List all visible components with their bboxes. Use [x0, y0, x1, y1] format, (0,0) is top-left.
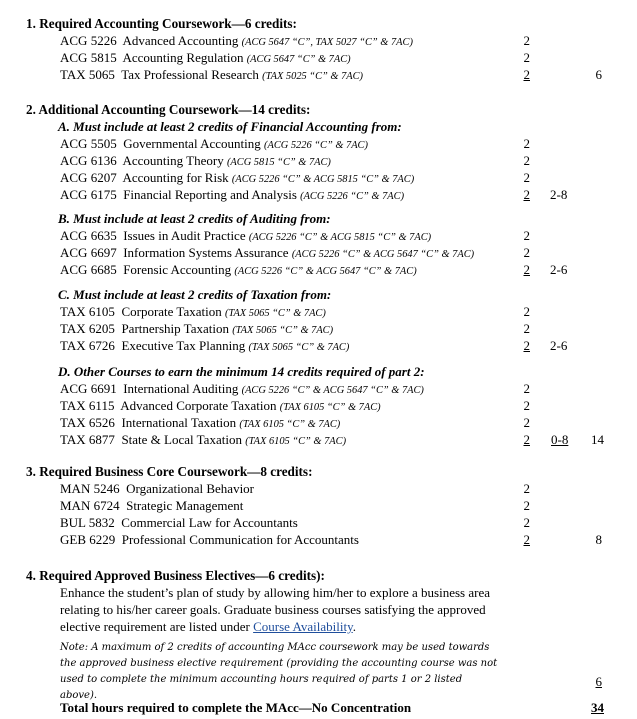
group-c-heading: C. Must include at least 2 credits of Taxation from: — [58, 287, 332, 302]
course-code: TAX 6526 — [60, 415, 115, 430]
electives-description — [60, 584, 500, 635]
credit-value: 2 — [523, 321, 530, 336]
course-title: Partnership Taxation — [121, 321, 229, 336]
credit-range: 2-8 — [550, 187, 568, 202]
course-row — [60, 321, 333, 339]
section-2-heading: 2. Additional Accounting Coursework—14 credits: — [26, 102, 311, 117]
course-title: Commercial Law for Accountants — [121, 515, 298, 530]
course-title: Professional Communication for Accountants — [121, 532, 359, 547]
section-4-heading: 4. Required Approved Business Electives—6 credits): — [26, 568, 325, 583]
prerequisite: (TAX 5025 “C” & 7AC) — [262, 71, 364, 82]
course-code: ACG 5815 — [60, 50, 117, 65]
course-row — [60, 481, 254, 497]
course-code: ACG 6175 — [60, 187, 117, 202]
credit-value: 2 — [523, 228, 530, 243]
course-row — [60, 532, 359, 548]
credit-value: 2 — [523, 245, 530, 260]
course-row — [60, 304, 326, 322]
course-title: International Auditing — [123, 381, 239, 396]
course-code: GEB 6229 — [60, 532, 116, 547]
credit-value: 2 — [523, 398, 530, 413]
prerequisite: (ACG 5226 “C” & ACG 5815 “C” & 7AC) — [248, 232, 432, 243]
group-d-heading: D. Other Courses to earn the minimum 14 credits required of part 2: — [58, 364, 425, 379]
course-title: Strategic Management — [126, 498, 244, 513]
course-row — [60, 498, 243, 514]
group-b-heading: B. Must include at least 2 credits of Auditing from: — [58, 211, 331, 226]
course-row — [60, 67, 363, 85]
course-code: ACG 6207 — [60, 170, 117, 185]
description-end: . — [352, 619, 357, 634]
credit-value: 2 — [523, 50, 530, 65]
section-2-total: 14 — [591, 432, 604, 447]
course-code: MAN 5246 — [60, 481, 120, 496]
course-code: ACG 6685 — [60, 262, 117, 277]
description-text: Enhance the student’s plan of study by allowing him/her to explore a business area relating to his/her career goals. Graduate business courses satisfying the approved elective requirement are listed under — [60, 585, 490, 634]
credit-range: 0-8 — [551, 432, 569, 447]
course-title: Accounting Regulation — [122, 50, 244, 65]
prerequisite: (ACG 5226 “C” & ACG 5815 “C” & 7AC) — [231, 174, 415, 185]
course-code: TAX 6726 — [60, 338, 115, 353]
course-row — [60, 153, 331, 171]
course-row — [60, 432, 346, 450]
course-title: Accounting for Risk — [122, 170, 229, 185]
credit-value: 2 — [523, 532, 530, 547]
section-1-heading: 1. Required Accounting Coursework—6 credits: — [26, 16, 297, 31]
course-code: TAX 6115 — [60, 398, 115, 413]
credit-value: 2 — [523, 481, 530, 496]
credit-value: 2 — [523, 304, 530, 319]
credit-value: 2 — [523, 33, 530, 48]
grand-total-value: 34 — [591, 700, 604, 715]
prerequisite: (ACG 5647 “C” & 7AC) — [246, 54, 351, 65]
course-code: ACG 6136 — [60, 153, 117, 168]
grand-total-label: Total hours required to complete the MAcc—No Concentration — [60, 700, 412, 715]
course-title: Organizational Behavior — [126, 481, 255, 496]
electives-note: Note: A maximum of 2 credits of accounting MAcc coursework may be used towards the approved business elective requirement (providing the accounting course was not used to complete the minimum accounting hours required of parts 1 or 2 listed above). — [60, 642, 498, 701]
course-code: TAX 6877 — [60, 432, 115, 447]
course-row — [60, 262, 417, 280]
prerequisite: (ACG 5226 “C” & 7AC) — [264, 140, 368, 151]
prerequisite: (TAX 5065 “C” & 7AC) — [224, 308, 326, 319]
course-code: BUL 5832 — [60, 515, 115, 530]
credit-value: 2 — [523, 381, 530, 396]
credit-value: 2 — [523, 415, 530, 430]
course-title: Governmental Accounting — [123, 136, 261, 151]
credit-value: 2 — [523, 432, 530, 447]
course-row — [60, 33, 413, 51]
prerequisite: (ACG 5226 “C” & ACG 5647 “C” & 7AC) — [291, 249, 475, 260]
credit-value: 2 — [523, 153, 530, 168]
credit-value: 2 — [523, 67, 530, 82]
course-code: MAN 6724 — [60, 498, 120, 513]
course-row — [60, 415, 340, 433]
section-1-total: 6 — [595, 67, 602, 82]
course-title: Information Systems Assurance — [123, 245, 289, 260]
course-title: Executive Tax Planning — [121, 338, 246, 353]
credit-range: 2-6 — [550, 262, 568, 277]
course-title: Issues in Audit Practice — [123, 228, 246, 243]
prerequisite: (ACG 5226 “C” & ACG 5647 “C” & 7AC) — [234, 266, 417, 277]
prerequisite: (TAX 6105 “C” & 7AC) — [245, 436, 347, 447]
course-row — [60, 245, 474, 263]
section-4-total: 6 — [595, 674, 602, 689]
course-title: Advanced Corporate Taxation — [120, 398, 277, 413]
course-title: State & Local Taxation — [121, 432, 242, 447]
course-title: Advanced Accounting — [122, 33, 239, 48]
course-row — [60, 228, 431, 246]
course-title: Financial Reporting and Analysis — [123, 187, 297, 202]
course-code: ACG 5505 — [60, 136, 117, 151]
course-row — [60, 170, 414, 188]
course-row — [60, 50, 351, 68]
credit-range: 2-6 — [550, 338, 568, 353]
course-availability-link[interactable]: Course Availability — [253, 619, 353, 634]
course-code: TAX 6205 — [60, 321, 115, 336]
prerequisite: (ACG 5815 “C” & 7AC) — [226, 157, 331, 168]
credit-value: 2 — [523, 515, 530, 530]
course-code: ACG 5226 — [60, 33, 117, 48]
course-row — [60, 381, 424, 399]
prerequisite: (TAX 5065 “C” & 7AC) — [248, 342, 350, 353]
course-code: TAX 6105 — [60, 304, 115, 319]
credit-value: 2 — [523, 498, 530, 513]
prerequisite: (ACG 5226 “C” & 7AC) — [300, 191, 405, 202]
course-title: Corporate Taxation — [121, 304, 222, 319]
credit-value: 2 — [523, 338, 530, 353]
course-row — [60, 136, 368, 154]
course-row — [60, 187, 404, 205]
course-title: Accounting Theory — [122, 153, 224, 168]
section-3-total: 8 — [595, 532, 602, 547]
course-code: ACG 6697 — [60, 245, 117, 260]
course-title: Forensic Accounting — [123, 262, 232, 277]
prerequisite: (TAX 5065 “C” & 7AC) — [232, 325, 334, 336]
course-row — [60, 398, 381, 416]
course-title: Tax Professional Research — [121, 67, 259, 82]
group-a-heading: A. Must include at least 2 credits of Financial Accounting from: — [58, 119, 402, 134]
credit-value: 2 — [523, 262, 530, 277]
course-title: International Taxation — [121, 415, 237, 430]
course-code: ACG 6691 — [60, 381, 117, 396]
course-row — [60, 515, 298, 531]
section-3-heading: 3. Required Business Core Coursework—8 credits: — [26, 464, 313, 479]
course-row — [60, 338, 349, 356]
prerequisite: (TAX 6105 “C” & 7AC) — [239, 419, 341, 430]
course-code: ACG 6635 — [60, 228, 117, 243]
prerequisite: (ACG 5226 “C” & ACG 5647 “C” & 7AC) — [241, 385, 424, 396]
prerequisite: (ACG 5647 “C”, TAX 5027 “C” & 7AC) — [241, 37, 413, 48]
credit-value: 2 — [523, 187, 530, 202]
credit-value: 2 — [523, 136, 530, 151]
credit-value: 2 — [523, 170, 530, 185]
prerequisite: (TAX 6105 “C” & 7AC) — [279, 402, 381, 413]
course-code: TAX 5065 — [60, 67, 115, 82]
